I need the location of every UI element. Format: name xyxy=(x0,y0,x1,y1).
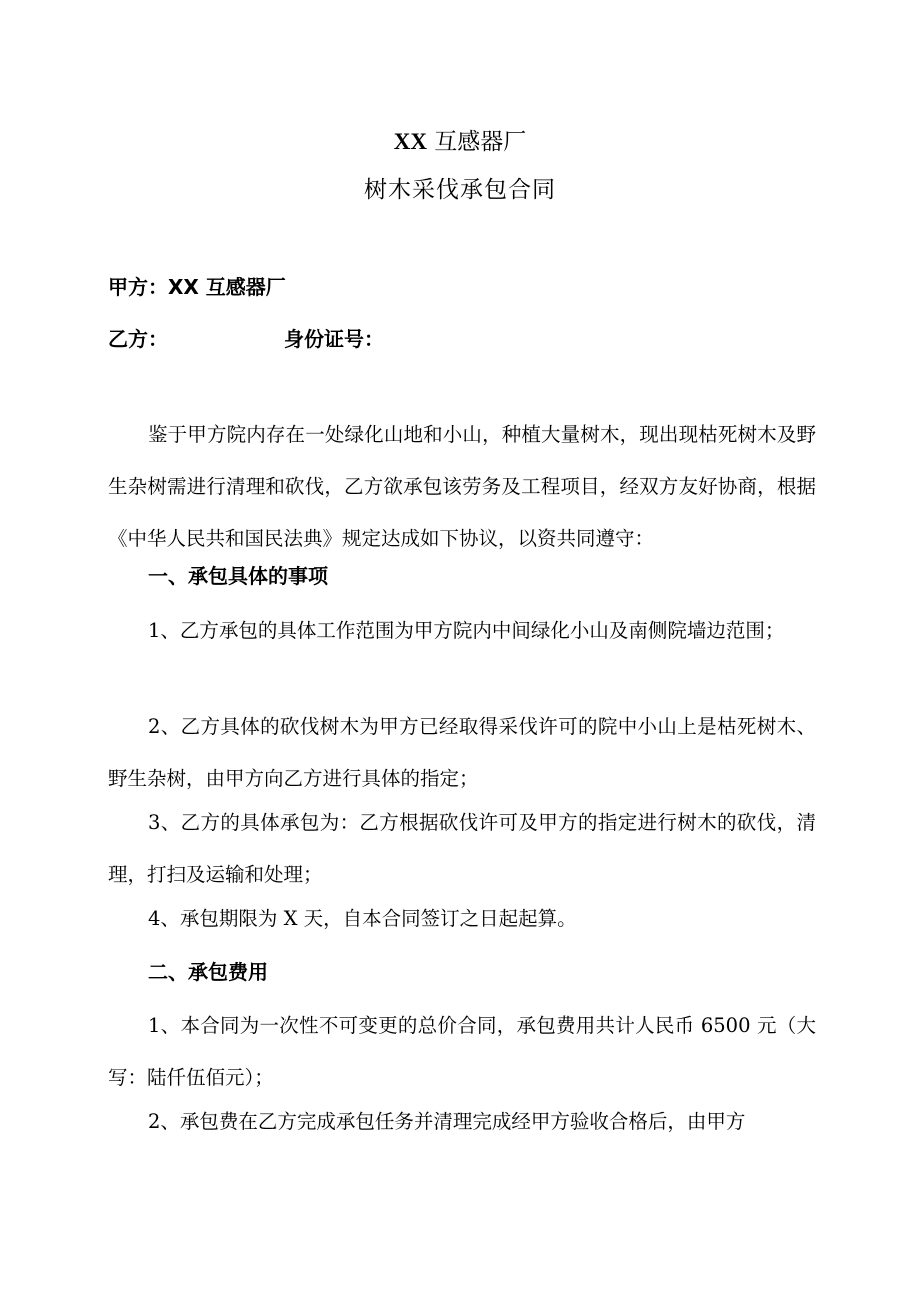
preamble-paragraph: 鉴于甲方院内存在一处绿化山地和小山，种植大量树木，现出现枯死树木及野生杂树需进行清理和砍伐，乙方欲承包该劳务及工程项目，经双方友好协商，根据《中华人民共和国民法典》规定达成如下协议，以资共同遵守： xyxy=(108,423,816,550)
document-title xyxy=(0,124,920,160)
party-b-line: 乙方： xyxy=(108,327,168,351)
section2-item-2: 2、承包费在乙方完成承包任务并清理完成经甲方验收合格后，由甲方 xyxy=(148,1110,746,1133)
section2-item-1: 1、本合同为一次性不可变更的总价合同，承包费用共计人民币 6500 元（大写：陆仟伍佰元）； xyxy=(108,1014,816,1089)
section2-heading: 二、承包费用 xyxy=(148,960,268,984)
section1-heading: 一、承包具体的事项 xyxy=(148,564,328,588)
section1-item-1: 1、乙方承包的具体工作范围为甲方院内中间绿化小山及南侧院墙边范围； xyxy=(148,619,785,642)
id-number-label: 身份证号： xyxy=(284,327,384,351)
section1-item-4: 4、承包期限为 X 天，自本合同签订之日起起算。 xyxy=(148,907,577,930)
section1-item-3: 3、乙方的具体承包为：乙方根据砍伐许可及甲方的指定进行树木的砍伐，清理，打扫及运输和处理； xyxy=(108,811,816,886)
party-a-line: 甲方：XX 互感器厂 xyxy=(108,275,286,299)
section1-item-2: 2、乙方具体的砍伐树木为甲方已经取得采伐许可的院中小山上是枯死树木、野生杂树，由甲方向乙方进行具体的指定； xyxy=(108,715,816,790)
document-subtitle: 树木采伐承包合同 xyxy=(364,177,556,203)
title-company: 互感器厂 xyxy=(426,129,527,155)
title-prefix: XX xyxy=(393,129,427,154)
